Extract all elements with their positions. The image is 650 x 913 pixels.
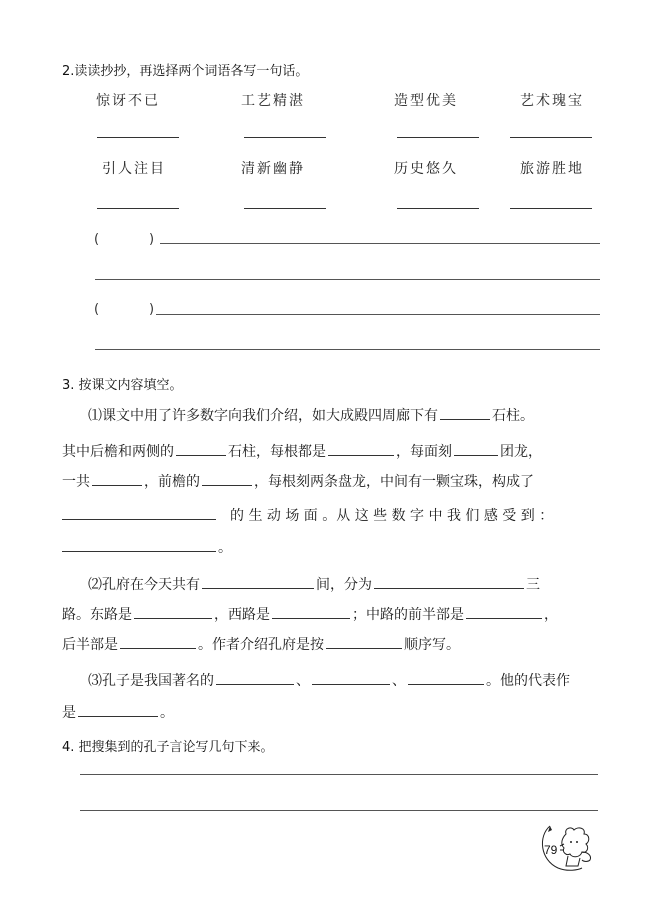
page-number: 79 <box>544 843 558 857</box>
paren-open-1: ( <box>94 232 100 247</box>
fill-blank[interactable] <box>326 634 402 649</box>
text: 、 <box>392 673 406 689</box>
copy-blank-7[interactable] <box>397 208 479 209</box>
fill-blank[interactable] <box>312 670 390 685</box>
sentence-line-2b[interactable] <box>95 349 600 350</box>
answer-line-2[interactable] <box>80 810 598 811</box>
page-mascot <box>538 822 600 874</box>
q3-p2-line3 <box>62 634 460 654</box>
text: ，西路是 <box>214 607 270 623</box>
sentence-line-1b[interactable] <box>95 279 600 280</box>
fill-blank[interactable] <box>134 604 212 619</box>
fill-blank[interactable] <box>92 471 142 486</box>
text: 石柱，每根都是 <box>228 444 326 460</box>
fill-blank[interactable] <box>62 505 216 520</box>
text: 是 <box>62 705 76 721</box>
fill-blank[interactable] <box>176 441 226 456</box>
text: 顺序写。 <box>404 637 460 653</box>
copy-blank-2[interactable] <box>244 137 326 138</box>
fill-blank[interactable] <box>374 574 524 589</box>
fill-blank[interactable] <box>216 670 294 685</box>
text: 一共 <box>62 474 90 490</box>
q3-p3-line2 <box>62 702 174 722</box>
fill-blank[interactable] <box>440 405 490 420</box>
q3-p1-line5 <box>62 537 232 557</box>
copy-blank-1[interactable] <box>97 137 179 138</box>
fill-blank[interactable] <box>78 702 158 717</box>
word-7: 历史悠久 <box>394 161 458 177</box>
q3-p2-line2 <box>62 604 558 624</box>
sentence-line-1a[interactable] <box>160 243 600 244</box>
fill-blank[interactable] <box>202 574 314 589</box>
answer-line-1[interactable] <box>80 774 598 775</box>
text: 团龙， <box>500 444 542 460</box>
text: 。 <box>218 540 232 556</box>
text: 路。东路是 <box>62 607 132 623</box>
fill-blank[interactable] <box>454 441 498 456</box>
copy-blank-4[interactable] <box>510 137 592 138</box>
fill-blank[interactable] <box>408 670 484 685</box>
copy-blank-8[interactable] <box>510 208 592 209</box>
q3-title: 3. 按课文内容填空。 <box>62 378 183 393</box>
q3-p1-line4 <box>62 505 553 525</box>
text: 后半部是 <box>62 637 118 653</box>
q3-p1-line3 <box>62 471 534 491</box>
text: 其中后檐和两侧的 <box>62 444 174 460</box>
fill-blank[interactable] <box>120 634 196 649</box>
text: ⑵孔府在今天共有 <box>88 577 200 593</box>
text: ， <box>544 607 558 623</box>
sentence-line-2a[interactable] <box>156 314 600 315</box>
word-5: 引人注目 <box>102 161 166 177</box>
text: ⑶孔子是我国著名的 <box>88 673 214 689</box>
text: ，每面刻 <box>396 444 452 460</box>
text: 。 <box>160 705 174 721</box>
q3-p1-line2 <box>62 441 542 461</box>
q3-p1-line1 <box>88 405 534 425</box>
word-8: 旅游胜地 <box>520 161 584 177</box>
word-1: 惊讶不已 <box>96 93 160 109</box>
fill-blank[interactable] <box>328 441 394 456</box>
text: 、 <box>296 673 310 689</box>
copy-blank-3[interactable] <box>397 137 479 138</box>
q3-p2-line1 <box>88 574 540 594</box>
word-6: 清新幽静 <box>241 161 305 177</box>
text: 。他的代表作 <box>486 673 570 689</box>
copy-blank-6[interactable] <box>244 208 326 209</box>
fill-blank[interactable] <box>272 604 350 619</box>
paren-close-1: ) <box>149 232 155 247</box>
copy-blank-5[interactable] <box>97 208 179 209</box>
text: ⑴课文中用了许多数字向我们介绍，如大成殿四周廊下有 <box>88 408 438 424</box>
fill-blank[interactable] <box>202 471 252 486</box>
text: 石柱。 <box>492 408 534 424</box>
text: ，前檐的 <box>144 474 200 490</box>
paren-open-2: ( <box>94 302 100 317</box>
text: 的 生 动 场 面 。从 这 些 数 字 中 我 们 感 受 到 ： <box>230 508 554 524</box>
text: 。作者介绍孔府是按 <box>198 637 324 653</box>
word-2: 工艺精湛 <box>241 93 305 109</box>
q3-p3-line1 <box>88 670 570 690</box>
fill-blank[interactable] <box>62 537 216 552</box>
fill-blank[interactable] <box>466 604 542 619</box>
text: 三 <box>526 577 540 593</box>
q2-title: 2.读读抄抄，再选择两个词语各写一句话。 <box>62 64 309 79</box>
text: 间，分为 <box>316 577 372 593</box>
word-3: 造型优美 <box>394 93 458 109</box>
word-4: 艺术瑰宝 <box>520 93 584 109</box>
paren-close-2: ) <box>149 302 155 317</box>
text: ；中路的前半部是 <box>352 607 464 623</box>
text: ，每根刻两条盘龙，中间有一颗宝珠，构成了 <box>254 474 534 490</box>
q4-title: 4. 把搜集到的孔子言论写几句下来。 <box>62 740 274 755</box>
